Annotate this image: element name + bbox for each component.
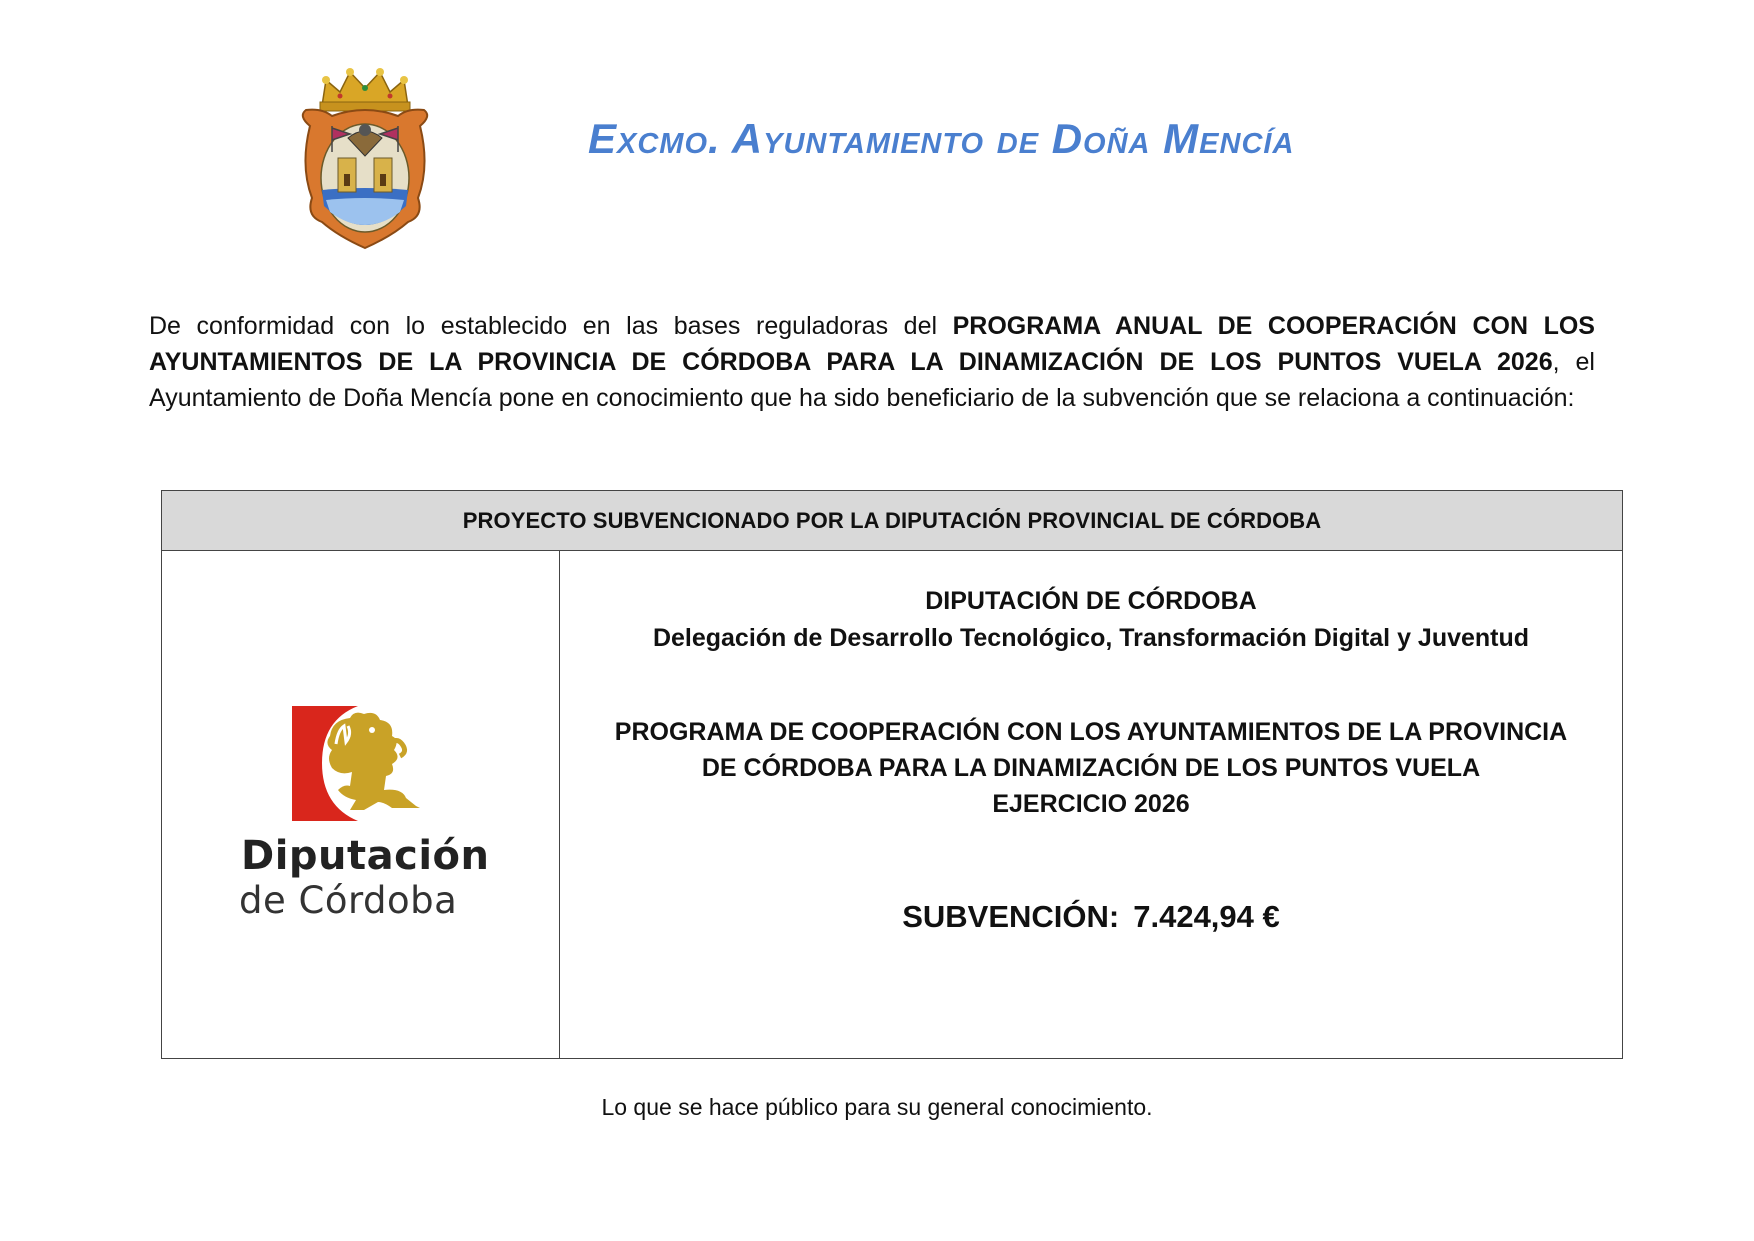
program-line-3: EJERCICIO 2026 — [992, 790, 1190, 818]
info-cell — [560, 551, 1622, 1058]
diputacion-lion-logo-icon — [292, 706, 420, 821]
grant-table-header: PROYECTO SUBVENCIONADO POR LA DIPUTACIÓN PROVINCIAL DE CÓRDOBA — [162, 491, 1622, 551]
subsidy-value: 7.424,94 € — [1133, 899, 1280, 934]
municipality-title: Excmo. Ayuntamiento de Doña Mencía — [588, 115, 1295, 162]
subsidy-label: SUBVENCIÓN: — [902, 899, 1120, 934]
program-block — [560, 714, 1622, 822]
intro-suffix: , el Ayuntamiento de Doña Mencía pone en conocimiento que ha sido beneficiario de la subvención que se relaciona a continuación: — [149, 348, 1595, 412]
closing-statement: Lo que se hace público para su general conocimiento. — [601, 1094, 1153, 1120]
entity-block — [560, 583, 1622, 657]
program-line-2: DE CÓRDOBA PARA LA DINAMIZACIÓN DE LOS PUNTOS VUELA — [701, 754, 1481, 782]
logo-cell — [162, 551, 560, 1058]
diputacion-name-line1: Diputación — [241, 833, 490, 879]
intro-program-name: PROGRAMA ANUAL DE COOPERACIÓN CON LOS AYUNTAMIENTOS DE LA PROVINCIA DE CÓRDOBA PARA LA DINAMIZACIÓN DE LOS PUNTOS VUELA 2026 — [149, 312, 1595, 376]
delegation-name: Delegación de Desarrollo Tecnológico, Transformación Digital y Juventud — [652, 624, 1530, 652]
coat-of-arms-icon — [292, 66, 438, 250]
grant-table — [161, 490, 1623, 1059]
intro-prefix: De conformidad con lo establecido en las bases reguladoras del — [149, 312, 953, 340]
grant-table-body — [162, 551, 1622, 1058]
diputacion-name-line2: de Córdoba — [239, 879, 458, 922]
entity-name: DIPUTACIÓN DE CÓRDOBA — [925, 587, 1257, 615]
intro-paragraph — [149, 308, 1595, 416]
subsidy-amount — [560, 899, 1622, 935]
program-line-1: PROGRAMA DE COOPERACIÓN CON LOS AYUNTAMIENTOS DE LA PROVINCIA — [614, 718, 1568, 746]
